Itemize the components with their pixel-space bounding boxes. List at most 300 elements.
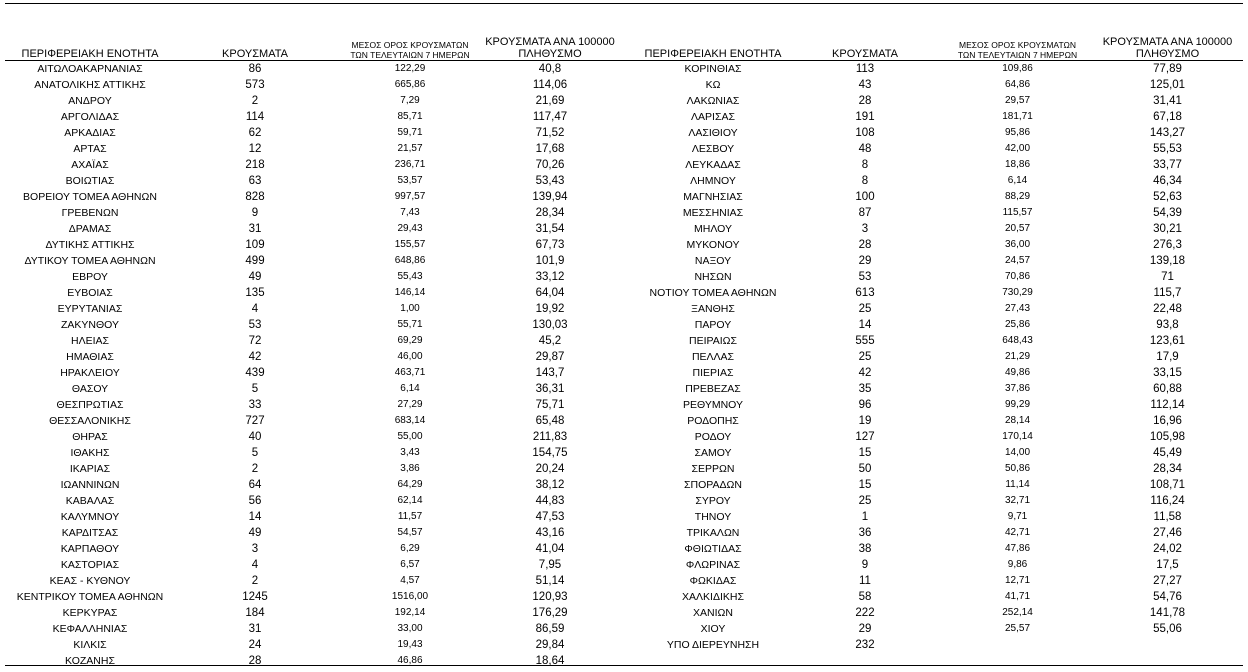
- cases-cell: 87: [858, 207, 872, 219]
- region-cell: ΕΥΒΟΙΑΣ: [67, 287, 113, 299]
- region-cell: ΚΟΡΙΝΘΙΑΣ: [684, 63, 742, 75]
- region-cell: ΠΕΛΛΑΣ: [691, 351, 735, 363]
- per100k-cell: 139,18: [1149, 255, 1186, 267]
- cases-cell: 15: [858, 479, 872, 491]
- per100k-cell: 30,21: [1153, 223, 1182, 235]
- cases-cell: 36: [858, 527, 872, 539]
- region-cell: ΦΩΚΙΔΑΣ: [689, 575, 737, 587]
- cases-cell: 48: [858, 143, 872, 155]
- per100k-cell: 16,96: [1153, 415, 1182, 427]
- region-cell: ΑΡΓΟΛΙΔΑΣ: [60, 111, 120, 123]
- region-cell: ΘΕΣΠΡΩΤΙΑΣ: [56, 399, 124, 411]
- avg7-cell: 54,57: [397, 527, 423, 538]
- region-cell: ΚΑΒΑΛΑΣ: [65, 495, 115, 507]
- per100k-cell: 33,12: [535, 271, 565, 283]
- avg7-cell: 192,14: [394, 607, 426, 618]
- region-cell: ΥΠΟ ΔΙΕΡΕΥΝΗΣΗ: [666, 639, 760, 651]
- avg7-cell: 3,43: [400, 447, 420, 458]
- region-cell: ΚΩ: [705, 79, 721, 91]
- region-cell: ΒΟΡΕΙΟΥ ΤΟΜΕΑ ΑΘΗΝΩΝ: [23, 191, 157, 203]
- avg7-cell: 64,86: [1004, 79, 1031, 90]
- region-cell: ΞΑΝΘΗΣ: [691, 303, 735, 315]
- per100k-cell: 28,34: [1153, 463, 1182, 475]
- per100k-cell: 11,58: [1153, 511, 1182, 523]
- cases-cell: 9: [251, 207, 259, 219]
- region-cell: ΜΗΛΟΥ: [694, 223, 732, 235]
- per100k-cell: 64,04: [535, 287, 565, 299]
- per100k-cell: 143,7: [535, 367, 565, 379]
- cases-cell: 29: [858, 623, 872, 635]
- avg7-cell: 9,86: [1007, 559, 1028, 570]
- avg7-cell: 6,14: [1007, 175, 1028, 186]
- avg7-cell: 170,14: [1002, 431, 1033, 442]
- cases-cell: 4: [251, 303, 259, 315]
- per100k-cell: 52,63: [1153, 191, 1182, 203]
- cases-cell: 72: [248, 335, 262, 347]
- per100k-cell: 21,69: [535, 95, 565, 107]
- per100k-cell: 71: [1161, 271, 1174, 283]
- avg7-cell: 69,29: [397, 335, 423, 346]
- cases-cell: 191: [855, 111, 875, 123]
- region-cell: ΔΥΤΙΚΗΣ ΑΤΤΙΚΗΣ: [45, 239, 135, 251]
- avg7-cell: 88,29: [1004, 191, 1031, 202]
- avg7-cell: 62,14: [397, 495, 423, 506]
- left-header-region: ΠΕΡΙΦΕΡΕΙΑΚΗ ΕΝΟΤΗΤΑ: [21, 48, 159, 60]
- cases-cell: 12: [248, 143, 262, 155]
- cases-cell: 64: [248, 479, 262, 491]
- avg7-cell: 6,14: [400, 383, 420, 394]
- cases-cell: 3: [861, 223, 869, 235]
- per100k-cell: 114,06: [532, 79, 568, 91]
- region-cell: ΧΙΟΥ: [700, 623, 726, 635]
- avg7-cell: 683,14: [394, 415, 426, 426]
- avg7-cell: 53,57: [397, 175, 423, 186]
- avg7-cell: 99,29: [1004, 399, 1031, 410]
- cases-cell: 53: [248, 319, 262, 331]
- cases-cell: 25: [858, 351, 872, 363]
- avg7-cell: 122,29: [394, 63, 426, 74]
- region-cell: ΛΑΣΙΘΙΟΥ: [688, 127, 738, 139]
- cases-cell: 58: [858, 591, 872, 603]
- region-cell: ΔΥΤΙΚΟΥ ΤΟΜΕΑ ΑΘΗΝΩΝ: [24, 255, 156, 267]
- region-cell: ΗΛΕΙΑΣ: [70, 335, 109, 347]
- avg7-cell: 11,57: [397, 511, 423, 522]
- cases-cell: 49: [248, 527, 262, 539]
- avg7-cell: 730,29: [1002, 287, 1033, 298]
- per100k-cell: 117,47: [532, 111, 568, 123]
- region-cell: ΣΕΡΡΩΝ: [691, 463, 735, 475]
- cases-cell: 1: [861, 511, 869, 523]
- per100k-cell: 55,06: [1153, 623, 1182, 635]
- region-cell: ΑΡΤΑΣ: [73, 143, 107, 155]
- cases-cell: 24: [248, 639, 262, 651]
- cases-cell: 439: [245, 367, 265, 379]
- per100k-cell: 17,9: [1156, 351, 1179, 363]
- cases-cell: 8: [861, 175, 869, 187]
- cases-cell: 25: [858, 495, 872, 507]
- region-cell: ΚΕΑΣ - ΚΥΘΝΟΥ: [49, 575, 131, 587]
- per100k-cell: 18,64: [535, 655, 565, 667]
- cases-cell: 40: [248, 431, 262, 443]
- avg7-cell: 49,86: [1004, 367, 1031, 378]
- region-cell: ΘΕΣΣΑΛΟΝΙΚΗΣ: [49, 415, 131, 427]
- avg7-cell: 146,14: [394, 287, 426, 298]
- avg7-cell: 50,86: [1004, 463, 1031, 474]
- cases-cell: 555: [855, 335, 875, 347]
- region-cell: ΠΙΕΡΙΑΣ: [692, 367, 734, 379]
- per100k-cell: 130,03: [532, 319, 568, 331]
- avg7-cell: 64,29: [397, 479, 423, 490]
- region-cell: ΚΑΡΠΑΘΟΥ: [60, 543, 120, 555]
- cases-cell: 28: [858, 95, 872, 107]
- avg7-cell: 7,43: [400, 207, 420, 218]
- cases-cell: 86: [248, 63, 262, 75]
- region-cell: ΣΥΡΟΥ: [695, 495, 731, 507]
- per100k-cell: 44,83: [535, 495, 565, 507]
- cases-cell: 35: [858, 383, 872, 395]
- region-cell: ΛΑΡΙΣΑΣ: [691, 111, 735, 123]
- per100k-cell: 24,02: [1153, 543, 1182, 555]
- per100k-cell: 41,04: [535, 543, 565, 555]
- region-cell: ΙΚΑΡΙΑΣ: [69, 463, 111, 475]
- region-cell: ΚΑΛΥΜΝΟΥ: [60, 511, 120, 523]
- cases-cell: 499: [245, 255, 265, 267]
- per100k-cell: 19,92: [535, 303, 565, 315]
- per100k-cell: 143,27: [1149, 127, 1186, 139]
- avg7-cell: 155,57: [394, 239, 426, 250]
- avg7-cell: 41,71: [1004, 591, 1031, 602]
- cases-cell: 14: [248, 511, 262, 523]
- cases-cell: 43: [858, 79, 872, 91]
- per100k-cell: 45,2: [538, 335, 562, 347]
- per100k-cell: 60,88: [1153, 383, 1182, 395]
- cases-cell: 56: [248, 495, 262, 507]
- per100k-cell: 22,48: [1153, 303, 1182, 315]
- region-cell: ΑΙΤΩΛΟΑΚΑΡΝΑΝΙΑΣ: [37, 63, 143, 75]
- per100k-cell: 125,01: [1149, 79, 1186, 91]
- region-cell: ΜΕΣΣΗΝΙΑΣ: [682, 207, 744, 219]
- region-cell: ΙΘΑΚΗΣ: [70, 447, 110, 459]
- avg7-cell: 1,00: [400, 303, 420, 314]
- cases-cell: 828: [245, 191, 265, 203]
- cases-cell: 62: [248, 127, 262, 139]
- avg7-cell: 12,71: [1004, 575, 1031, 586]
- per100k-cell: 43,16: [535, 527, 565, 539]
- avg7-cell: 20,57: [1004, 223, 1031, 234]
- region-cell: ΖΑΚΥΝΘΟΥ: [60, 319, 119, 331]
- avg7-cell: 665,86: [394, 79, 426, 90]
- region-cell: ΑΝΔΡΟΥ: [68, 95, 112, 107]
- region-cell: ΤΗΝΟΥ: [694, 511, 732, 523]
- avg7-cell: 18,86: [1004, 159, 1031, 170]
- cases-cell: 2: [251, 95, 259, 107]
- region-cell: ΝΟΤΙΟΥ ΤΟΜΕΑ ΑΘΗΝΩΝ: [649, 287, 777, 299]
- region-cell: ΘΑΣΟΥ: [71, 383, 109, 395]
- avg7-cell: 70,86: [1004, 271, 1031, 282]
- cases-cell: 108: [855, 127, 875, 139]
- avg7-cell: 27,29: [397, 399, 423, 410]
- avg7-cell: 37,86: [1004, 383, 1031, 394]
- right-header-cases: ΚΡΟΥΣΜΑΤΑ: [832, 48, 898, 60]
- per100k-cell: 33,77: [1153, 159, 1182, 171]
- cases-cell: 3: [251, 543, 259, 555]
- region-cell: ΡΕΘΥΜΝΟΥ: [682, 399, 743, 411]
- avg7-cell: 3,86: [400, 463, 420, 474]
- region-cell: ΡΟΔΟΠΗΣ: [687, 415, 739, 427]
- cases-cell: 114: [245, 111, 265, 123]
- cases-cell: 184: [245, 607, 265, 619]
- per100k-cell: 27,27: [1153, 575, 1182, 587]
- per100k-cell: 93,8: [1156, 319, 1179, 331]
- cases-cell: 29: [858, 255, 872, 267]
- per100k-cell: 46,34: [1153, 175, 1182, 187]
- cases-cell: 2: [251, 575, 259, 587]
- avg7-cell: 36,00: [1004, 239, 1031, 250]
- region-cell: ΗΡΑΚΛΕΙΟΥ: [60, 367, 120, 379]
- avg7-cell: 24,57: [1004, 255, 1031, 266]
- per100k-cell: 67,73: [535, 239, 565, 251]
- avg7-cell: 42,00: [1004, 143, 1031, 154]
- avg7-cell: 95,86: [1004, 127, 1031, 138]
- cases-cell: 8: [861, 159, 869, 171]
- per100k-cell: 51,14: [535, 575, 565, 587]
- avg7-cell: 55,71: [397, 319, 423, 330]
- avg7-cell: 109,86: [1002, 63, 1033, 74]
- cases-cell: 127: [855, 431, 875, 443]
- region-cell: ΒΟΙΩΤΙΑΣ: [65, 175, 115, 187]
- per100k-cell: 27,46: [1153, 527, 1182, 539]
- region-cell: ΜΥΚΟΝΟΥ: [686, 239, 740, 251]
- region-cell: ΓΡΕΒΕΝΩΝ: [61, 207, 119, 219]
- per100k-cell: 54,39: [1153, 207, 1182, 219]
- cases-cell: 15: [858, 447, 872, 459]
- region-cell: ΛΑΚΩΝΙΑΣ: [686, 95, 740, 107]
- avg7-cell: 33,00: [397, 623, 423, 634]
- per100k-cell: 17,5: [1156, 559, 1179, 571]
- avg7-cell: 997,57: [394, 191, 426, 202]
- region-cell: ΠΕΙΡΑΙΩΣ: [689, 335, 737, 347]
- cases-cell: 63: [248, 175, 262, 187]
- region-cell: ΛΕΣΒΟΥ: [691, 143, 735, 155]
- region-cell: ΕΥΡΥΤΑΝΙΑΣ: [57, 303, 123, 315]
- region-cell: ΜΑΓΝΗΣΙΑΣ: [683, 191, 743, 203]
- cases-cell: 53: [858, 271, 872, 283]
- left-header-per100k: ΚΡΟΥΣΜΑΤΑ ΑΝΑ 100000 ΠΛΗΘΥΣΜΟ: [485, 36, 615, 60]
- avg7-cell: 46,86: [397, 655, 423, 666]
- region-cell: ΝΗΣΩΝ: [694, 271, 732, 283]
- region-cell: ΧΑΛΚΙΔΙΚΗΣ: [682, 591, 744, 603]
- avg7-cell: 46,00: [397, 351, 423, 362]
- per100k-cell: 75,71: [535, 399, 565, 411]
- per100k-cell: 28,34: [535, 207, 565, 219]
- avg7-cell: 648,43: [1002, 335, 1033, 346]
- per100k-cell: 33,15: [1153, 367, 1182, 379]
- cases-cell: 96: [858, 399, 872, 411]
- region-cell: ΝΑΞΟΥ: [694, 255, 732, 267]
- avg7-cell: 11,14: [1005, 479, 1030, 490]
- cases-cell: 50: [858, 463, 872, 475]
- cases-cell: 28: [248, 655, 262, 667]
- region-cell: ΚΕΡΚΥΡΑΣ: [62, 607, 118, 619]
- per100k-cell: 53,43: [535, 175, 565, 187]
- right-header-per100k: ΚΡΟΥΣΜΑΤΑ ΑΝΑ 100000 ΠΛΗΘΥΣΜΟ: [1102, 36, 1233, 60]
- per100k-cell: 176,29: [532, 607, 568, 619]
- per100k-cell: 17,68: [535, 143, 565, 155]
- per100k-cell: 65,48: [535, 415, 565, 427]
- region-cell: ΗΜΑΘΙΑΣ: [66, 351, 114, 363]
- cases-cell: 5: [251, 383, 259, 395]
- per100k-cell: 29,87: [535, 351, 565, 363]
- cases-cell: 31: [248, 623, 262, 635]
- per100k-cell: 101,9: [535, 255, 565, 267]
- per100k-cell: 55,53: [1153, 143, 1182, 155]
- cases-cell: 218: [245, 159, 265, 171]
- cases-cell: 19: [858, 415, 872, 427]
- per100k-cell: 276,3: [1153, 239, 1182, 251]
- left-header-avg7: ΜΕΣΟΣ ΟΡΟΣ ΚΡΟΥΣΜΑΤΩΝ ΤΩΝ ΤΕΛΕΥΤΑΙΩΝ 7 ΗΜΕΡΩΝ: [350, 40, 470, 60]
- cases-cell: 14: [858, 319, 872, 331]
- region-cell: ΚΑΣΤΟΡΙΑΣ: [60, 559, 120, 571]
- avg7-cell: 181,71: [1002, 111, 1033, 122]
- cases-cell: 5: [251, 447, 259, 459]
- avg7-cell: 28,14: [1004, 415, 1031, 426]
- region-cell: ΑΧΑΪΑΣ: [71, 159, 109, 171]
- region-cell: ΛΕΥΚΑΔΑΣ: [685, 159, 741, 171]
- bottom-rule: [5, 665, 1243, 666]
- cases-cell: 135: [245, 287, 265, 299]
- cases-cell: 25: [858, 303, 872, 315]
- cases-cell: 222: [855, 607, 875, 619]
- region-cell: ΤΡΙΚΑΛΩΝ: [686, 527, 740, 539]
- cases-cell: 573: [245, 79, 265, 91]
- per100k-cell: 108,71: [1149, 479, 1186, 491]
- cases-cell: 113: [855, 63, 875, 75]
- region-cell: ΧΑΝΙΩΝ: [693, 607, 733, 619]
- cases-cell: 109: [245, 239, 265, 251]
- per100k-cell: 115,7: [1153, 287, 1182, 299]
- avg7-cell: 42,71: [1004, 527, 1031, 538]
- right-header-region: ΠΕΡΙΦΕΡΕΙΑΚΗ ΕΝΟΤΗΤΑ: [644, 48, 782, 60]
- cases-cell: 9: [861, 559, 869, 571]
- cases-cell: 100: [855, 191, 875, 203]
- avg7-cell: 6,29: [400, 543, 420, 554]
- left-header-cases: ΚΡΟΥΣΜΑΤΑ: [222, 48, 288, 60]
- avg7-cell: 463,71: [394, 367, 426, 378]
- avg7-cell: 59,71: [397, 127, 423, 138]
- avg7-cell: [935, 637, 1100, 653]
- cases-cell: 727: [245, 415, 265, 427]
- cases-cell: 232: [855, 639, 875, 651]
- per100k-cell: [1095, 637, 1240, 653]
- region-cell: ΣΠΟΡΑΔΩΝ: [684, 479, 742, 491]
- region-cell: ΘΗΡΑΣ: [72, 431, 108, 443]
- region-cell: ΚΟΖΑΝΗΣ: [65, 655, 115, 667]
- avg7-cell: 236,71: [394, 159, 426, 170]
- cases-cell: 38: [858, 543, 872, 555]
- per100k-cell: 123,61: [1149, 335, 1186, 347]
- avg7-cell: 115,57: [1002, 207, 1033, 218]
- region-cell: ΦΛΩΡΙΝΑΣ: [685, 559, 741, 571]
- avg7-cell: 14,00: [1004, 447, 1031, 458]
- cases-cell: 11: [859, 575, 871, 587]
- region-cell: ΛΗΜΝΟΥ: [690, 175, 736, 187]
- per100k-cell: 20,24: [535, 463, 565, 475]
- per100k-cell: 71,52: [535, 127, 565, 139]
- per100k-cell: 141,78: [1149, 607, 1186, 619]
- per100k-cell: 7,95: [538, 559, 562, 571]
- right-header-avg7: ΜΕΣΟΣ ΟΡΟΣ ΚΡΟΥΣΜΑΤΩΝ ΤΩΝ ΤΕΛΕΥΤΑΙΩΝ 7 ΗΜΕΡΩΝ: [957, 40, 1078, 60]
- per100k-cell: 31,54: [535, 223, 565, 235]
- per100k-cell: 105,98: [1149, 431, 1186, 443]
- region-cell: ΚΕΦΑΛΛΗΝΙΑΣ: [52, 623, 128, 635]
- cases-cell: 42: [248, 351, 262, 363]
- avg7-cell: 27,43: [1004, 303, 1031, 314]
- cases-cell: 4: [251, 559, 259, 571]
- per100k-cell: 67,18: [1153, 111, 1182, 123]
- cases-cell: 49: [248, 271, 262, 283]
- region-cell: ΚΕΝΤΡΙΚΟΥ ΤΟΜΕΑ ΑΘΗΝΩΝ: [16, 591, 164, 603]
- per100k-cell: 211,83: [532, 431, 568, 443]
- region-cell: ΦΘΙΩΤΙΔΑΣ: [684, 543, 742, 555]
- avg7-cell: 9,71: [1007, 511, 1028, 522]
- avg7-cell: 29,43: [397, 223, 423, 234]
- per100k-cell: 120,93: [532, 591, 568, 603]
- avg7-cell: 85,71: [397, 111, 423, 122]
- avg7-cell: 29,57: [1004, 95, 1031, 106]
- top-rule: [5, 3, 1243, 4]
- avg7-cell: 4,57: [400, 575, 420, 586]
- cases-cell: 1245: [242, 591, 268, 603]
- avg7-cell: 47,86: [1004, 543, 1031, 554]
- region-cell: ΡΟΔΟΥ: [694, 431, 732, 443]
- per100k-cell: 77,89: [1153, 63, 1182, 75]
- region-cell: ΔΡΑΜΑΣ: [68, 223, 112, 235]
- avg7-cell: 1516,00: [391, 591, 429, 602]
- per100k-cell: 116,24: [1150, 495, 1185, 507]
- region-cell: ΚΑΡΔΙΤΣΑΣ: [61, 527, 119, 539]
- cases-cell: 613: [855, 287, 875, 299]
- avg7-cell: 6,57: [400, 559, 420, 570]
- region-cell: ΚΙΛΚΙΣ: [73, 639, 107, 651]
- avg7-cell: 32,71: [1004, 495, 1031, 506]
- cases-cell: 2: [251, 463, 259, 475]
- avg7-cell: 252,14: [1002, 607, 1033, 618]
- per100k-cell: 86,59: [535, 623, 565, 635]
- per100k-cell: 154,75: [532, 447, 568, 459]
- region-cell: ΑΡΚΑΔΙΑΣ: [64, 127, 116, 139]
- region-cell: ΙΩΑΝΝΙΝΩΝ: [60, 479, 120, 491]
- cases-cell: 33: [248, 399, 262, 411]
- region-cell: ΑΝΑΤΟΛΙΚΗΣ ΑΤΤΙΚΗΣ: [34, 79, 146, 91]
- avg7-cell: 648,86: [394, 255, 426, 266]
- avg7-cell: 55,00: [397, 431, 423, 442]
- cases-cell: 28: [858, 239, 872, 251]
- per100k-cell: 45,49: [1153, 447, 1182, 459]
- per100k-cell: 40,8: [538, 63, 562, 75]
- avg7-cell: 25,57: [1004, 623, 1031, 634]
- avg7-cell: 19,43: [397, 639, 423, 650]
- cases-cell: 42: [858, 367, 872, 379]
- per100k-cell: 31,41: [1153, 95, 1182, 107]
- avg7-cell: 55,43: [397, 271, 423, 282]
- cases-cell: 31: [248, 223, 262, 235]
- per100k-cell: 36,31: [535, 383, 565, 395]
- avg7-cell: 21,29: [1004, 351, 1031, 362]
- per100k-cell: 47,53: [535, 511, 565, 523]
- per100k-cell: 70,26: [535, 159, 565, 171]
- region-cell: ΕΒΡΟΥ: [72, 271, 108, 283]
- avg7-cell: 21,57: [397, 143, 423, 154]
